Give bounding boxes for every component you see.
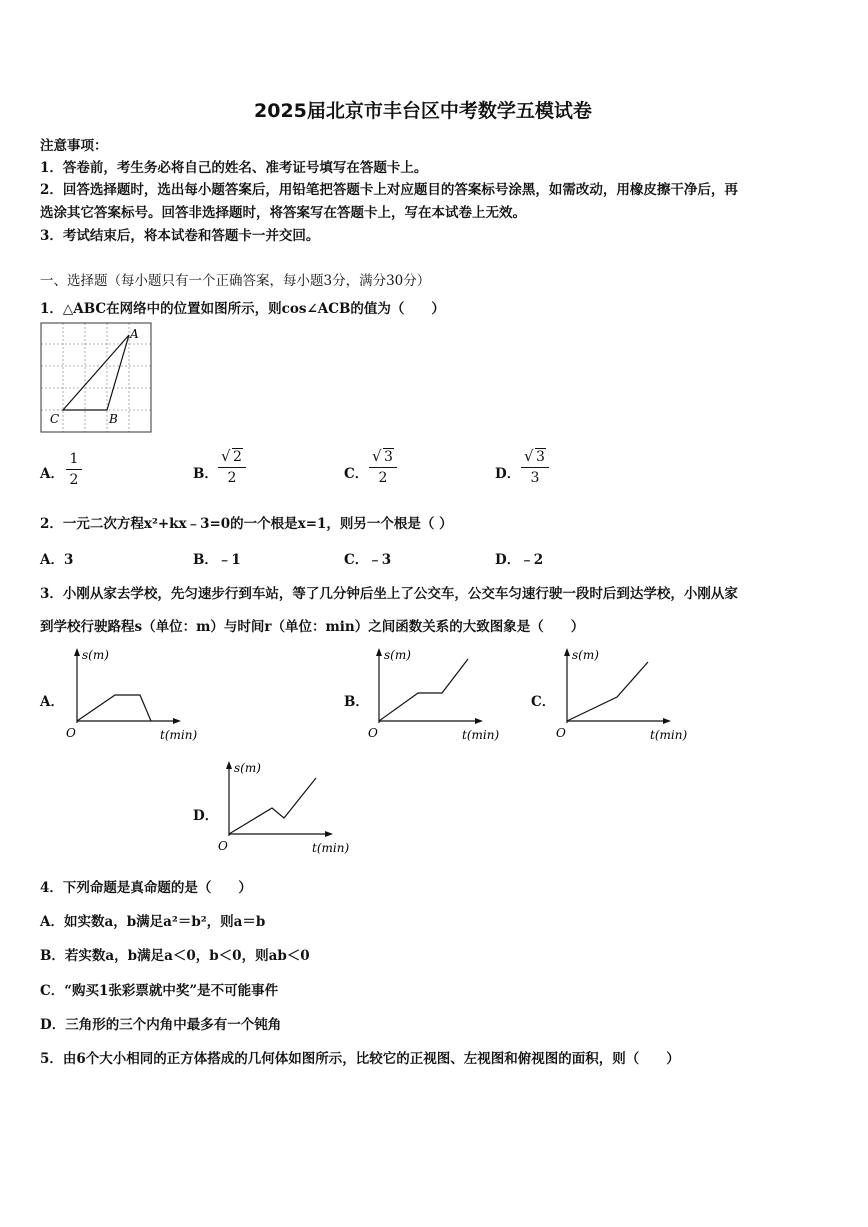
q2-option-d: D．﹣2 — [495, 552, 544, 568]
q3-graph-a-line — [77, 695, 151, 721]
q3-graph-a-origin: O — [66, 726, 76, 740]
q4-option-a: A．如实数a，b满足a²＝b²，则a＝b — [40, 914, 266, 930]
q1-option-a-fraction: 1 2 — [66, 450, 82, 489]
notice-item-2-cont: 选涂其它答案标号。回答非选择题时，将答案写在答题卡上，写在本试卷上无效。 — [40, 205, 526, 221]
q3-graph-c — [550, 645, 695, 745]
q3-option-b-label: B． — [344, 694, 369, 710]
q1-option-d-fraction: √ 3 3 — [521, 448, 549, 487]
page-title: 2025届北京市丰台区中考数学五模试卷 — [254, 100, 592, 122]
notice-item-1: 1．答卷前，考生务必将自己的姓名、准考证号填写在答题卡上。 — [40, 160, 428, 176]
vertex-b-label: B — [109, 412, 118, 426]
section-heading: 一、选择题（每小题只有一个正确答案，每小题3分，满分30分） — [40, 273, 431, 289]
q1-option-b-fraction: √ 2 2 — [218, 448, 246, 487]
q3-graph-a — [60, 645, 205, 745]
q1-option-a-label: A． — [40, 466, 64, 482]
question-4-stem: 4．下列命题是真命题的是（ ） — [40, 880, 252, 896]
q3-option-d-label: D． — [193, 808, 219, 824]
question-2-stem: 2．一元二次方程x²+kx﹣3=0的一个根是x=1，则另一个根是（ ） — [40, 516, 453, 532]
q3-graph-c-line — [567, 662, 648, 721]
q3-graph-d-origin: O — [218, 839, 228, 853]
triangle-abc — [63, 335, 129, 410]
q3-graph-b-xlabel: t(min) — [462, 728, 500, 742]
q3-graph-a-xlabel: t(min) — [160, 728, 198, 742]
q2-option-b: B．﹣1 — [193, 552, 241, 568]
q3-option-c-label: C． — [531, 694, 556, 710]
q3-graph-c-origin: O — [556, 726, 566, 740]
notice-item-2: 2．回答选择题时，选出每小题答案后，用铅笔把答题卡上对应题目的答案标号涂黑，如需改动，用橡皮擦干净后，再 — [40, 182, 738, 198]
q1-option-c-fraction: √ 3 2 — [369, 448, 397, 487]
q1-option-c-label: C． — [344, 466, 369, 482]
question-3-stem-line-1: 3．小刚从家去学校，先匀速步行到车站，等了几分钟后坐上了公交车，公交车匀速行驶一段时后到达学校，小刚从家 — [40, 586, 738, 602]
q3-graph-b-origin: O — [368, 726, 378, 740]
notice-item-3: 3．考试结束后，将本试卷和答题卡一并交回。 — [40, 228, 320, 244]
q3-graph-d-ylabel: s(m) — [234, 761, 261, 775]
q3-graph-d-line — [229, 778, 316, 834]
vertex-a-label: A — [130, 327, 139, 341]
q3-graph-a-ylabel: s(m) — [82, 648, 109, 662]
q2-option-a: A．3 — [40, 552, 74, 568]
q3-graph-b — [362, 645, 507, 745]
notice-heading: 注意事项： — [40, 138, 108, 154]
q4-option-c: C．“购买1张彩票就中奖”是不可能事件 — [40, 983, 279, 999]
q2-option-c: C．﹣3 — [344, 552, 392, 568]
question-3-stem-line-2: 到学校行驶路程s（单位：m）与时间r（单位：min）之间函数关系的大致图象是（ ） — [40, 619, 585, 635]
q3-option-a-label: A． — [40, 694, 64, 710]
q3-graph-c-ylabel: s(m) — [572, 648, 599, 662]
q3-graph-d — [212, 758, 357, 858]
q3-graph-c-xlabel: t(min) — [650, 728, 688, 742]
q3-graph-b-line — [379, 659, 468, 721]
q4-option-d: D．三角形的三个内角中最多有一个钝角 — [40, 1017, 282, 1033]
q1-option-b-label: B． — [193, 466, 218, 482]
vertex-c-label: C — [50, 412, 60, 426]
q3-graph-b-ylabel: s(m) — [384, 648, 411, 662]
q4-option-b: B．若实数a，b满足a＜0，b＜0，则ab＜0 — [40, 948, 310, 964]
q3-graph-d-xlabel: t(min) — [312, 841, 350, 855]
question-1-stem: 1．△ABC在网络中的位置如图所示，则cos∠ACB的值为（ ） — [40, 301, 445, 317]
question-5-stem: 5．由6个大小相同的正方体搭成的几何体如图所示，比较它的正视图、左视图和俯视图的面积，则（ ） — [40, 1051, 680, 1067]
q1-grid-figure — [40, 322, 155, 434]
q1-option-d-label: D． — [495, 466, 521, 482]
